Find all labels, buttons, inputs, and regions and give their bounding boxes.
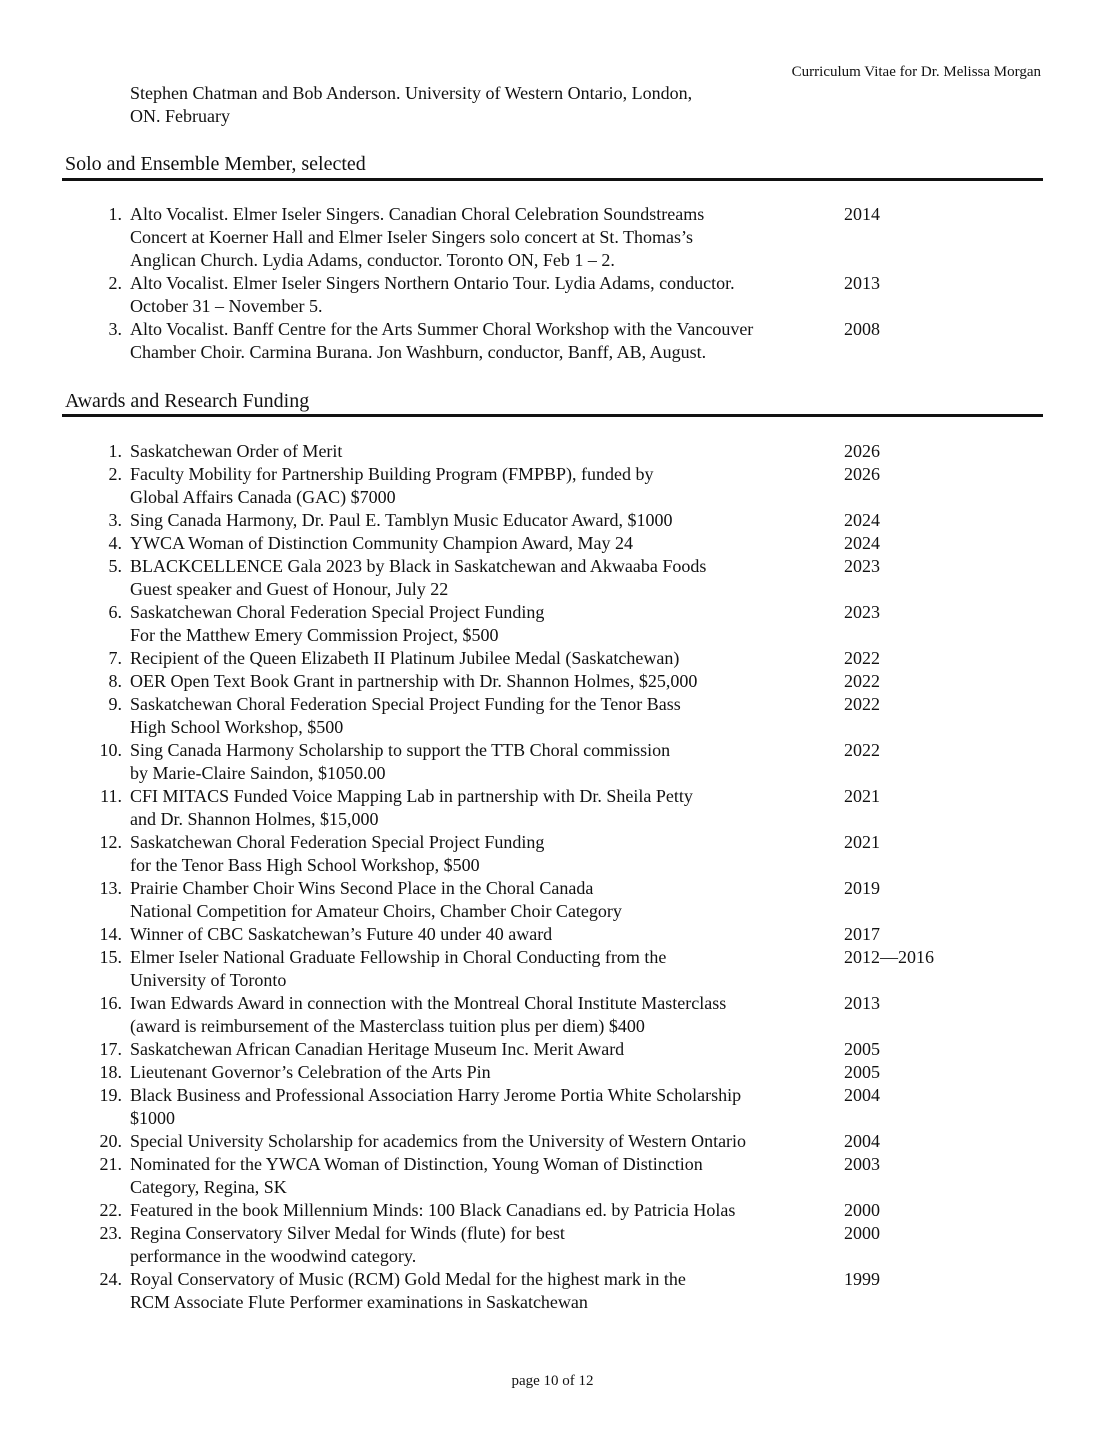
- item-number: 17.: [99, 1039, 122, 1059]
- item-line: Category, Regina, SK: [130, 1177, 287, 1197]
- item-number: 9.: [108, 694, 122, 714]
- item-number: 15.: [99, 947, 122, 967]
- list-item: [94, 785, 1034, 831]
- list-item: [94, 693, 1034, 739]
- item-line: Special University Scholarship for academics from the University of Western Ontario: [130, 1131, 747, 1151]
- item-year: 2012—2016: [844, 947, 934, 967]
- item-text: [130, 1153, 844, 1199]
- item-text: [130, 532, 844, 555]
- item-year: 2003: [844, 1154, 880, 1174]
- item-line: for the Tenor Bass High School Workshop, $500: [130, 855, 480, 875]
- item-text: [130, 318, 844, 364]
- item-number: 7.: [108, 648, 122, 668]
- item-year: 2005: [844, 1062, 880, 1082]
- item-line: Guest speaker and Guest of Honour, July 22: [130, 579, 449, 599]
- item-text: [130, 647, 844, 670]
- item-text: [130, 739, 844, 785]
- solo-ensemble-list: [94, 203, 1034, 364]
- item-line: For the Matthew Emery Commission Project, $500: [130, 625, 499, 645]
- item-line: Sing Canada Harmony, Dr. Paul E. Tamblyn Music Educator Award, $1000: [130, 510, 673, 530]
- item-year: 2023: [844, 556, 880, 576]
- item-text: [130, 877, 844, 923]
- item-year: 2021: [844, 832, 880, 852]
- page-number: page 10 of 12: [511, 1373, 594, 1389]
- list-item: [94, 440, 1034, 463]
- item-text: [130, 1038, 844, 1061]
- item-line: Prairie Chamber Choir Wins Second Place in the Choral Canada: [130, 878, 594, 898]
- list-item: [94, 992, 1034, 1038]
- item-number: 2.: [108, 464, 122, 484]
- item-year: 2026: [844, 464, 880, 484]
- list-item: [94, 509, 1034, 532]
- item-number: 20.: [99, 1131, 122, 1151]
- list-item: [94, 1084, 1034, 1130]
- item-line: Winner of CBC Saskatchewan’s Future 40 under 40 award: [130, 924, 553, 944]
- item-line: October 31 – November 5.: [130, 296, 323, 316]
- item-line: RCM Associate Flute Performer examinations in Saskatchewan: [130, 1292, 588, 1312]
- item-text: [130, 1222, 844, 1268]
- item-year: 2024: [844, 510, 880, 530]
- item-number: 6.: [108, 602, 122, 622]
- item-number: 5.: [108, 556, 122, 576]
- item-year: 2022: [844, 740, 880, 760]
- running-header: Curriculum Vitae for Dr. Melissa Morgan: [791, 64, 1041, 80]
- item-year: 2021: [844, 786, 880, 806]
- item-number: 8.: [108, 671, 122, 691]
- item-line: and Dr. Shannon Holmes, $15,000: [130, 809, 379, 829]
- item-number: 4.: [108, 533, 122, 553]
- item-line: Nominated for the YWCA Woman of Distinction, Young Woman of Distinction: [130, 1154, 703, 1174]
- section-title-solo: Solo and Ensemble Member, selected: [65, 153, 366, 175]
- item-text: [130, 1199, 844, 1222]
- item-line: Faculty Mobility for Partnership Building Program (FMPBP), funded by: [130, 464, 654, 484]
- item-year: 2024: [844, 533, 880, 553]
- item-line: Saskatchewan Choral Federation Special Project Funding for the Tenor Bass: [130, 694, 681, 714]
- item-number: 21.: [99, 1154, 122, 1174]
- list-item: [94, 1153, 1034, 1199]
- item-text: [130, 923, 844, 946]
- section-title-awards: Awards and Research Funding: [65, 390, 310, 412]
- carryover-line: Stephen Chatman and Bob Anderson. University of Western Ontario, London,: [130, 83, 693, 103]
- item-line: Saskatchewan Choral Federation Special Project Funding: [130, 602, 545, 622]
- item-line: OER Open Text Book Grant in partnership with Dr. Shannon Holmes, $25,000: [130, 671, 698, 691]
- item-number: 3.: [108, 510, 122, 530]
- item-line: Alto Vocalist. Elmer Iseler Singers. Canadian Choral Celebration Soundstreams: [130, 204, 705, 224]
- item-text: [130, 785, 844, 831]
- item-line: Elmer Iseler National Graduate Fellowship in Choral Conducting from the: [130, 947, 667, 967]
- item-text: [130, 463, 844, 509]
- item-text: [130, 1084, 844, 1130]
- item-line: Saskatchewan Choral Federation Special Project Funding: [130, 832, 545, 852]
- item-number: 12.: [99, 832, 122, 852]
- item-text: [130, 693, 844, 739]
- item-number: 3.: [108, 319, 122, 339]
- item-text: [130, 1130, 844, 1153]
- item-line: by Marie-Claire Saindon, $1050.00: [130, 763, 386, 783]
- item-number: 19.: [99, 1085, 122, 1105]
- item-year: 2000: [844, 1200, 880, 1220]
- item-number: 1.: [108, 204, 122, 224]
- item-year: 2023: [844, 602, 880, 622]
- item-text: [130, 440, 844, 463]
- item-number: 13.: [99, 878, 122, 898]
- item-text: [130, 831, 844, 877]
- list-item: [94, 272, 1034, 318]
- item-year: 2004: [844, 1085, 880, 1105]
- item-year: 2022: [844, 694, 880, 714]
- list-item: [94, 203, 1034, 272]
- item-year: 2022: [844, 671, 880, 691]
- item-text: [130, 1268, 844, 1314]
- item-year: 1999: [844, 1269, 880, 1289]
- item-year: 2008: [844, 319, 880, 339]
- list-item: [94, 946, 1034, 992]
- item-number: 11.: [100, 786, 122, 806]
- item-number: 24.: [99, 1269, 122, 1289]
- item-year: 2026: [844, 441, 880, 461]
- item-line: Chamber Choir. Carmina Burana. Jon Washburn, conductor, Banff, AB, August.: [130, 342, 707, 362]
- list-item: [94, 739, 1034, 785]
- item-line: YWCA Woman of Distinction Community Champion Award, May 24: [130, 533, 634, 553]
- item-line: Alto Vocalist. Elmer Iseler Singers Northern Ontario Tour. Lydia Adams, conductor.: [130, 273, 735, 293]
- item-text: [130, 601, 844, 647]
- list-item: [94, 601, 1034, 647]
- item-line: Global Affairs Canada (GAC) $7000: [130, 487, 396, 507]
- item-line: Royal Conservatory of Music (RCM) Gold Medal for the highest mark in the: [130, 1269, 686, 1289]
- list-item: [94, 877, 1034, 923]
- item-line: CFI MITACS Funded Voice Mapping Lab in partnership with Dr. Sheila Petty: [130, 786, 693, 806]
- item-year: 2019: [844, 878, 880, 898]
- section-rule: [62, 178, 1043, 181]
- item-line: (award is reimbursement of the Masterclass tuition plus per diem) $400: [130, 1016, 645, 1036]
- item-line: Lieutenant Governor’s Celebration of the Arts Pin: [130, 1062, 491, 1082]
- item-year: 2013: [844, 273, 880, 293]
- item-year: 2022: [844, 648, 880, 668]
- list-item: [94, 1061, 1034, 1084]
- item-number: 14.: [99, 924, 122, 944]
- list-item: [94, 555, 1034, 601]
- list-item: [94, 1038, 1034, 1061]
- list-item: [94, 1199, 1034, 1222]
- item-line: Sing Canada Harmony Scholarship to support the TTB Choral commission: [130, 740, 671, 760]
- item-number: 22.: [99, 1200, 122, 1220]
- item-text: [130, 272, 844, 318]
- item-line: BLACKCELLENCE Gala 2023 by Black in Saskatchewan and Akwaaba Foods: [130, 556, 707, 576]
- item-line: Black Business and Professional Association Harry Jerome Portia White Scholarship: [130, 1085, 742, 1105]
- item-line: Anglican Church. Lydia Adams, conductor. Toronto ON, Feb 1 – 2.: [130, 250, 615, 270]
- item-year: 2000: [844, 1223, 880, 1243]
- awards-list: [94, 440, 1034, 1314]
- list-item: [94, 923, 1034, 946]
- item-line: High School Workshop, $500: [130, 717, 344, 737]
- item-number: 2.: [108, 273, 122, 293]
- item-year: 2004: [844, 1131, 880, 1151]
- item-year: 2017: [844, 924, 880, 944]
- item-text: [130, 555, 844, 601]
- item-year: 2014: [844, 204, 880, 224]
- item-year: 2013: [844, 993, 880, 1013]
- section-rule: [62, 414, 1043, 417]
- list-item: [94, 1268, 1034, 1314]
- list-item: [94, 318, 1034, 364]
- item-number: 10.: [99, 740, 122, 760]
- item-year: 2005: [844, 1039, 880, 1059]
- item-text: [130, 203, 844, 272]
- list-item: [94, 831, 1034, 877]
- carryover-line: ON. February: [130, 106, 230, 126]
- item-line: Saskatchewan African Canadian Heritage Museum Inc. Merit Award: [130, 1039, 625, 1059]
- list-item: [94, 532, 1034, 555]
- list-item: [94, 670, 1034, 693]
- item-number: 18.: [99, 1062, 122, 1082]
- item-line: Saskatchewan Order of Merit: [130, 441, 343, 461]
- item-line: Featured in the book Millennium Minds: 100 Black Canadians ed. by Patricia Holas: [130, 1200, 736, 1220]
- item-text: [130, 992, 844, 1038]
- item-number: 16.: [99, 993, 122, 1013]
- item-line: University of Toronto: [130, 970, 287, 990]
- item-text: [130, 670, 844, 693]
- list-item: [94, 647, 1034, 670]
- list-item: [94, 463, 1034, 509]
- item-text: [130, 946, 844, 992]
- item-line: Alto Vocalist. Banff Centre for the Arts Summer Choral Workshop with the Vancouver: [130, 319, 754, 339]
- list-item: [94, 1130, 1034, 1153]
- item-number: 23.: [99, 1223, 122, 1243]
- item-text: [130, 509, 844, 532]
- item-line: Recipient of the Queen Elizabeth II Platinum Jubilee Medal (Saskatchewan): [130, 648, 680, 668]
- item-line: $1000: [130, 1108, 175, 1128]
- item-number: 1.: [108, 441, 122, 461]
- item-line: National Competition for Amateur Choirs, Chamber Choir Category: [130, 901, 622, 921]
- item-line: Concert at Koerner Hall and Elmer Iseler Singers solo concert at St. Thomas’s: [130, 227, 694, 247]
- item-line: Regina Conservatory Silver Medal for Winds (flute) for best: [130, 1223, 565, 1243]
- carryover-text: [130, 82, 770, 128]
- item-line: performance in the woodwind category.: [130, 1246, 417, 1266]
- list-item: [94, 1222, 1034, 1268]
- item-line: Iwan Edwards Award in connection with the Montreal Choral Institute Masterclass: [130, 993, 727, 1013]
- item-text: [130, 1061, 844, 1084]
